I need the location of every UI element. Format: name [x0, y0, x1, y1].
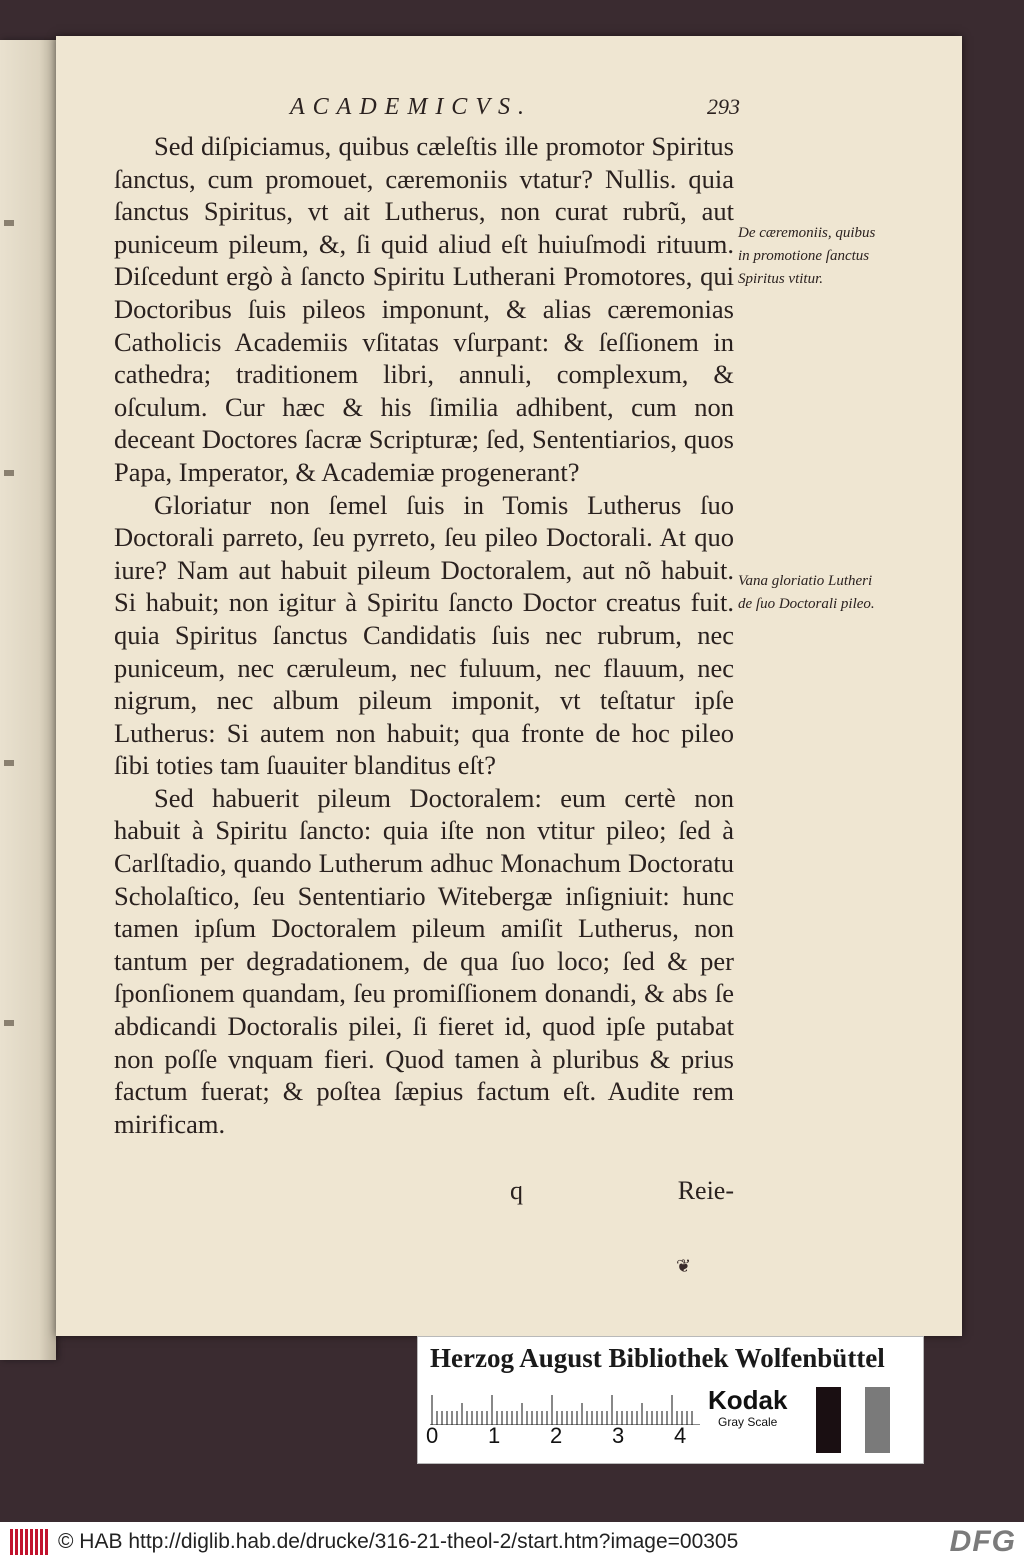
page-header	[290, 94, 740, 121]
swatch-black	[816, 1387, 841, 1453]
gray-scale-swatch	[816, 1387, 914, 1453]
ruler-labels	[426, 1423, 716, 1453]
page-edge-mark	[4, 760, 14, 766]
catchword: Reie-	[677, 1176, 734, 1205]
margin-note: De cæremoniis, quibus in promotione ſanctus Spiritus vtitur.	[738, 225, 876, 287]
dfg-logo: DFG	[949, 1525, 1016, 1558]
paragraph: Sed habuerit pileum Doctoralem: eum certè non habuit à Spiritu ſancto: quia iſte non vtitur pileo; ſed à Carlſtadio, quando Lutherum adhuc Monachum Doctoratu Scholaſtico, ſeu Sententiario Witebergæ inſigniuit: hunc tamen ipſum Doctoralem pileum amiſit Lutherus, non tantum per degradationem, de qua ſuo loco; ſed & per ſponſionem quandam, ſeu promiſſionem donandi, & abs ſe abdicandi Doctoralis pilei, ſi fieret id, quod ipſe putabat non poſſe vnquam fieri. Quod tamen à pluribus & prius factum fuerat; & poſtea ſæpius factum eſt. Audite rem mirificam.	[114, 782, 734, 1139]
ruler-label: 4	[674, 1423, 687, 1448]
page-edge-mark	[4, 470, 14, 476]
body-text	[114, 130, 734, 1140]
swatch-white	[841, 1387, 866, 1453]
running-title: ACADEMICVS.	[290, 94, 532, 120]
ruler-label: 2	[550, 1423, 563, 1448]
swatch-gray	[865, 1387, 890, 1453]
copyright-link[interactable]: © HAB http://diglib.hab.de/drucke/316-21-theol-2/start.htm?image=00305	[58, 1530, 739, 1553]
swatch-white	[890, 1387, 915, 1453]
paragraph: Gloriatur non ſemel ſuis in Tomis Lutherus ſuo Doctorali parreto, ſeu pyrreto, ſeu pileo Doctorali. At quo iure? Nam aut habuit pileum Doctoralem, aut nõ habuit. Si habuit; non igitur à Spiritu ſancto Doctor creatus fuit. quia Spiritus ſanctus Candidatis ſuis nec rubrum, nec puniceum, nec cæruleum, nec fuluum, nec flauum, nec nigrum, nec album pileum imponit, vt teſtatur ipſe Lutherus: Si autem non habuit; qua fronte de hoc pileo ſibi toties tam ſuauiter blanditus eſt?	[114, 489, 734, 781]
library-name: Herzog August Bibliothek Wolfenbüttel	[430, 1343, 885, 1373]
page-foot	[114, 1176, 734, 1216]
facing-page-edge	[0, 40, 56, 1360]
page-number: 293	[707, 94, 740, 119]
hab-barcode-icon	[10, 1529, 48, 1555]
ruler-scale	[430, 1385, 700, 1425]
ruler-label: 3	[612, 1423, 625, 1448]
page-edge-mark	[4, 1020, 14, 1026]
signature-mark: q	[510, 1176, 523, 1205]
footer-bar	[0, 1522, 1024, 1562]
kodak-brand: Kodak	[708, 1385, 788, 1415]
margin-note: Vana gloriatio Lutheri de ſuo Doctorali pileo.	[738, 573, 875, 612]
page-edge-mark	[4, 220, 14, 226]
paragraph: Sed diſpiciamus, quibus cæleſtis ille promotor Spiritus ſanctus, cum promouet, cæremoniis vtatur? Nullis. quia ſanctus Spiritus, vt ait Lutherus, non curat rubrũ, aut puniceum pileum, &, ſi quid aliud eſt huiuſmodi rituum. Diſcedunt ergò à ſancto Spiritu Lutherani Promotores, qui Doctoribus ſuis pileos imponunt, & alias cæremonias Catholicis Academiis vſitatas vſurpant: & ſeſſionem in cathedra; traditionem libri, annuli, complexum, & oſculum. Cur hæc & his ſimilia adhibent, cum non deceant Doctores ſacræ Scripturæ; ſed, Sententiarios, quos Papa, Imperator, & Academiæ progenerant?	[114, 131, 734, 487]
library-color-card	[417, 1336, 924, 1464]
ruler-label: 0	[426, 1423, 439, 1448]
ruler-label: 1	[488, 1423, 501, 1448]
ornament-icon: ❦	[676, 1256, 692, 1277]
gray-scale-label: Gray Scale	[718, 1415, 778, 1429]
